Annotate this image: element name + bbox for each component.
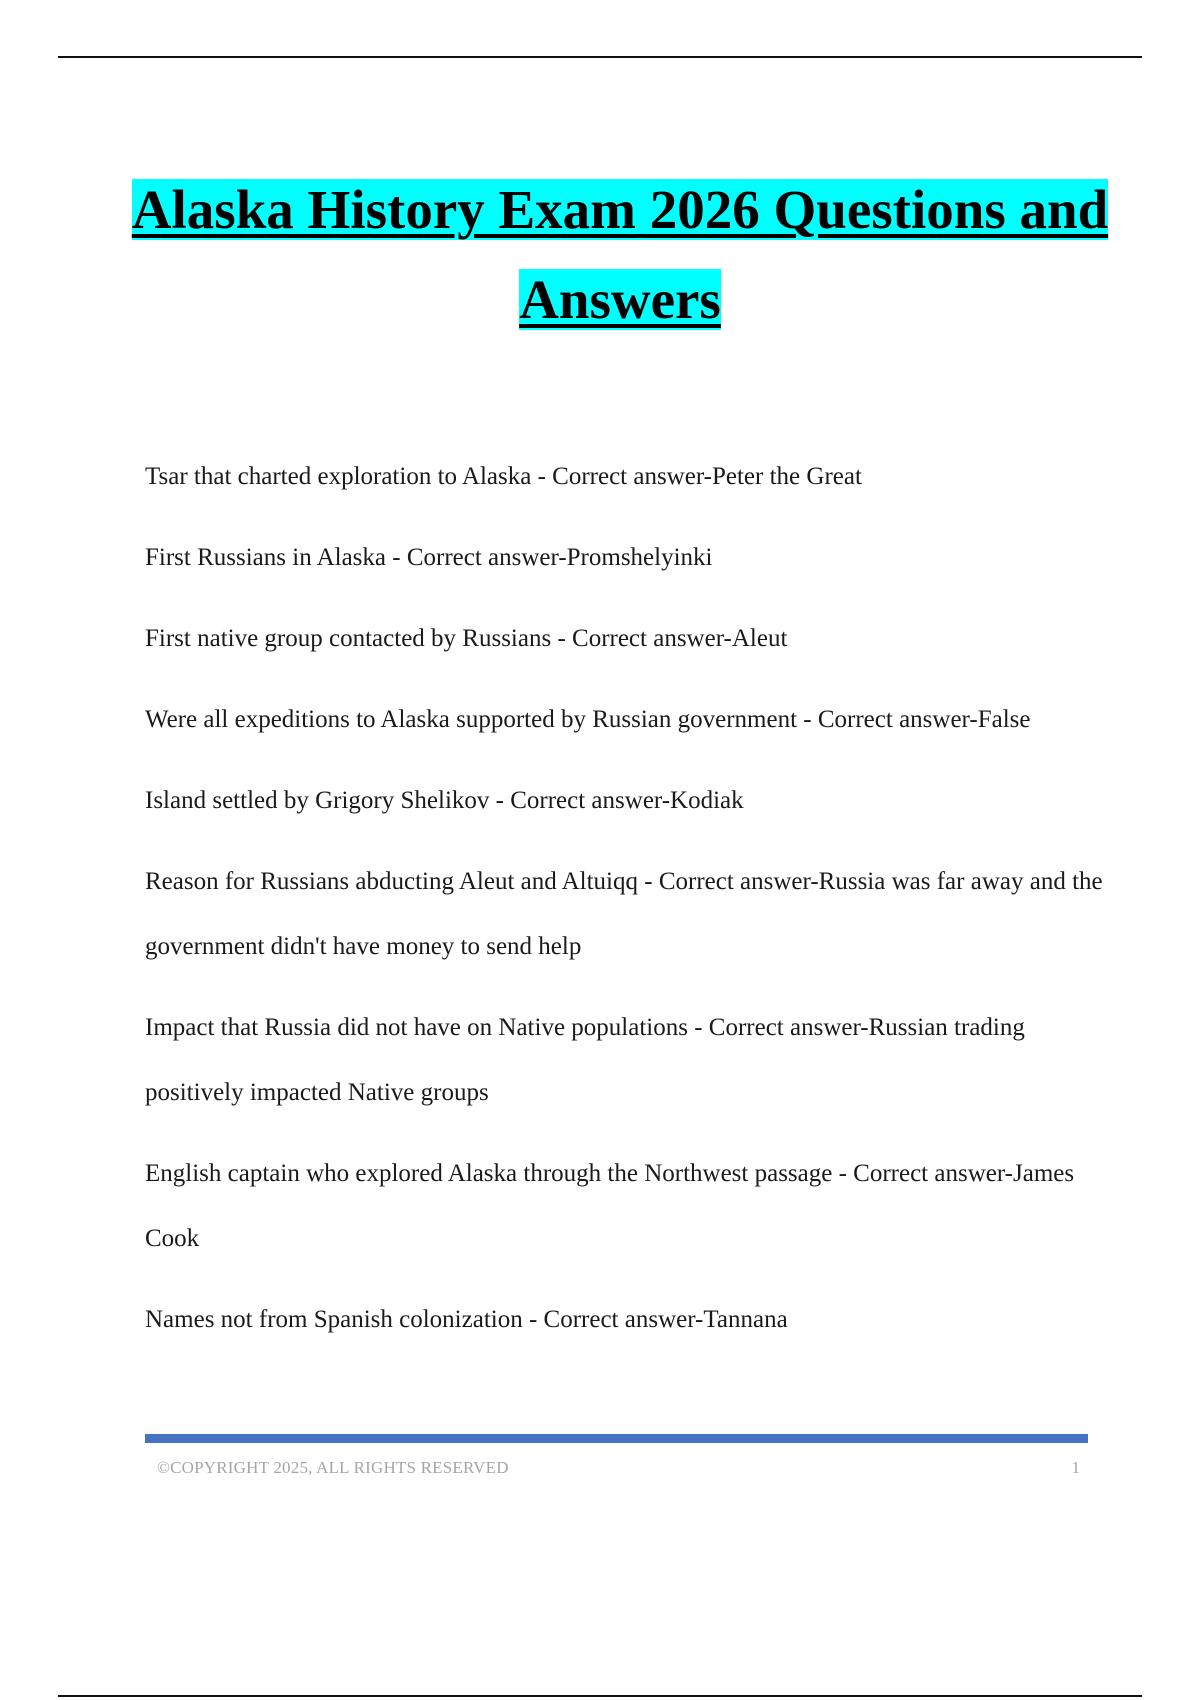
footer-copyright: ©COPYRIGHT 2025, ALL RIGHTS RESERVED	[157, 1458, 509, 1477]
qa-item: Reason for Russians abducting Aleut and Altuiqq - Correct answer-Russia was far away and the government didn't have money to send help	[145, 868, 1103, 960]
qa-item: Were all expeditions to Alaska supported by Russian government - Correct answer-False	[145, 706, 1031, 733]
qa-item: First native group contacted by Russians - Correct answer-Aleut	[145, 625, 788, 652]
page-number: 1	[1071, 1458, 1080, 1477]
qa-list	[145, 444, 1105, 1368]
document-title	[80, 165, 1160, 345]
bottom-rule	[58, 1695, 1142, 1697]
qa-item: Tsar that charted exploration to Alaska - Correct answer-Peter the Great	[145, 463, 862, 490]
footer-divider	[145, 1434, 1088, 1443]
qa-item: Impact that Russia did not have on Native populations - Correct answer-Russian trading positively impacted Native groups	[145, 1014, 1025, 1106]
qa-item: First Russians in Alaska - Correct answer-Promshelyinki	[145, 544, 713, 571]
qa-item: English captain who explored Alaska through the Northwest passage - Correct answer-James Cook	[145, 1160, 1075, 1252]
qa-item: Island settled by Grigory Shelikov - Correct answer-Kodiak	[145, 787, 744, 814]
document-title-text: Alaska History Exam 2026 Questions and Answers	[131, 179, 1109, 330]
qa-item: Names not from Spanish colonization - Correct answer-Tannana	[145, 1306, 788, 1333]
top-rule	[58, 56, 1142, 58]
